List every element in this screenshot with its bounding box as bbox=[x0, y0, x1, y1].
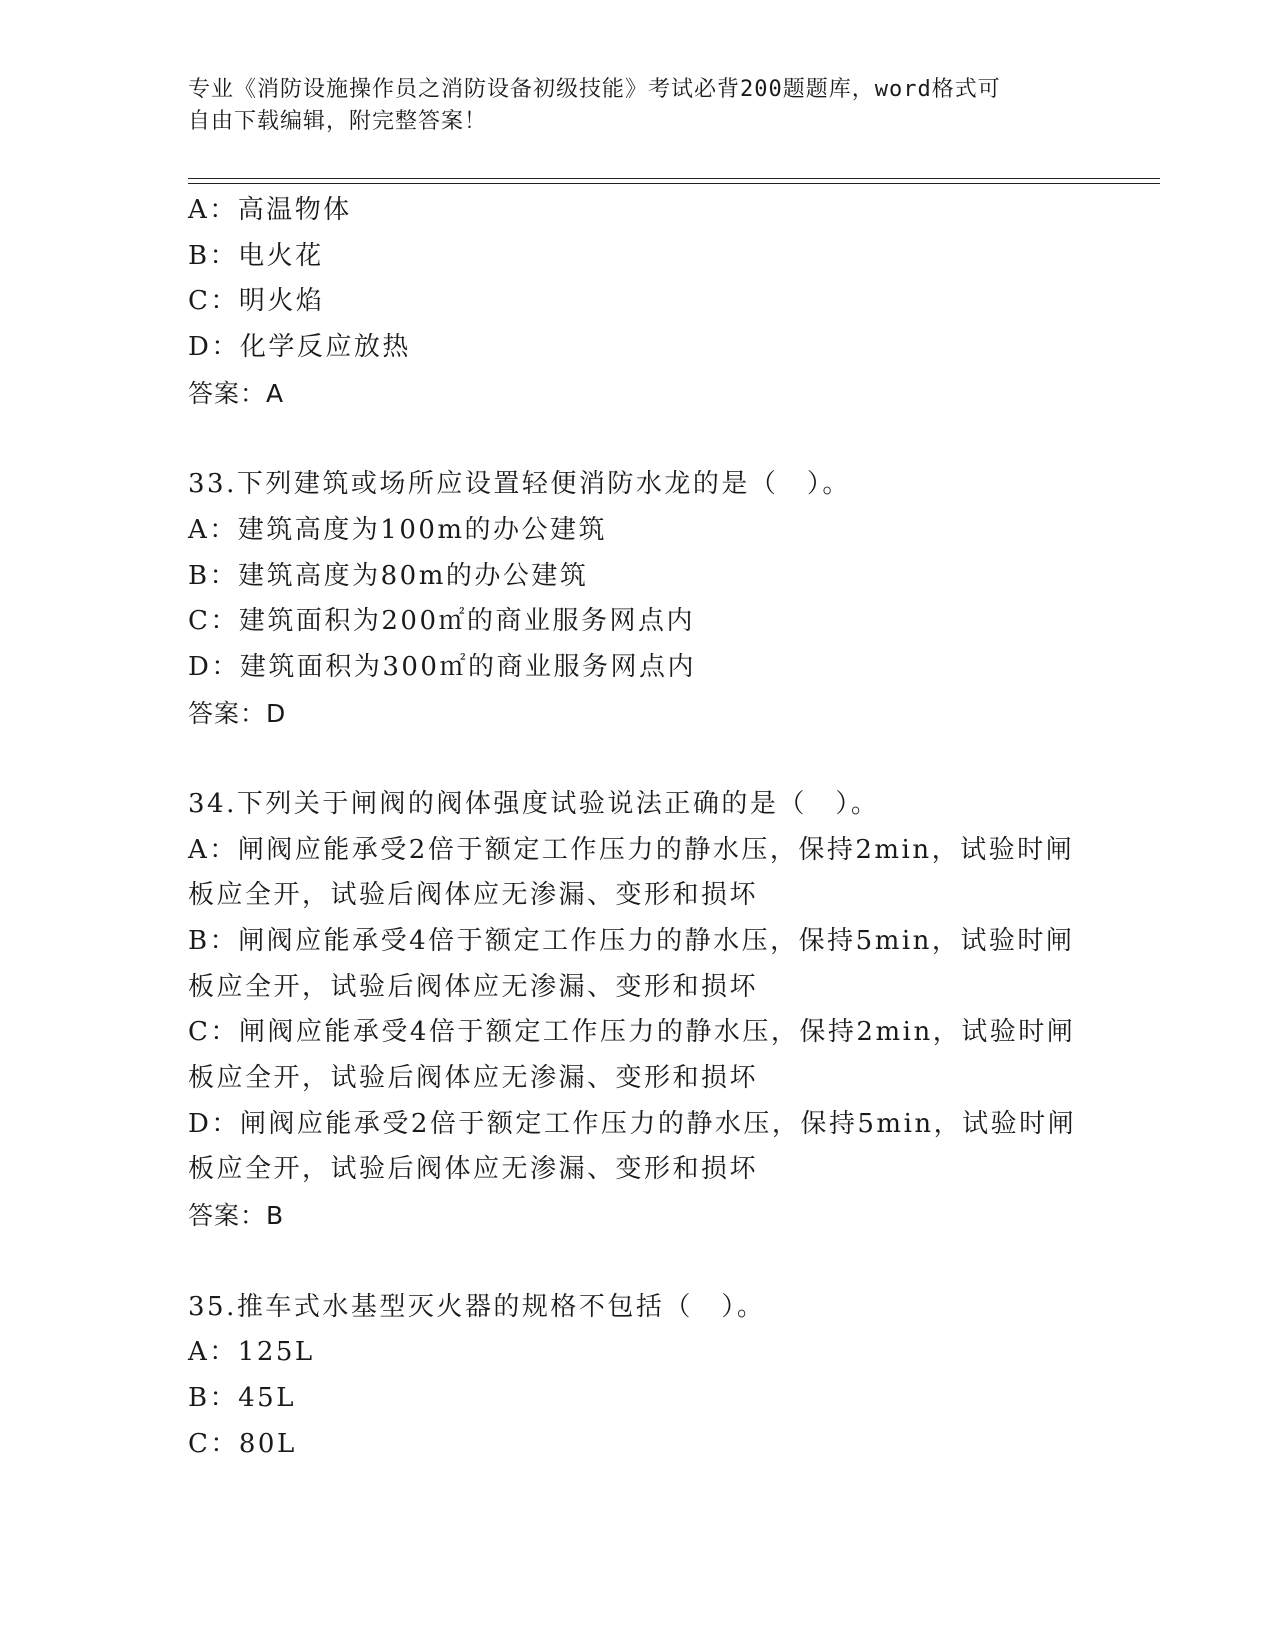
option-b-line-2: 板应全开，试验后阀体应无渗漏、变形和损坏 bbox=[188, 971, 759, 1002]
option-c: C：80L bbox=[188, 1428, 297, 1459]
question-35 bbox=[188, 1285, 1088, 1468]
option-a: A：高温物体 bbox=[188, 195, 352, 225]
question-text: 33.下列建筑或场所应设置轻便消防水龙的是（ ）。 bbox=[188, 469, 851, 500]
header-line-2: 自由下载编辑，附完整答案！ bbox=[188, 109, 488, 134]
header-line-1: 专业《消防设施操作员之消防设备初级技能》考试必背200题题库，word格式可 bbox=[188, 77, 1001, 102]
option-d: D：化学反应放热 bbox=[188, 332, 411, 363]
option-d-line-2: 板应全开，试验后阀体应无渗漏、变形和损坏 bbox=[188, 1154, 759, 1185]
question-34 bbox=[188, 782, 1088, 1239]
document-header bbox=[188, 74, 1088, 138]
question-33 bbox=[188, 462, 1088, 736]
option-c-line-2: 板应全开，试验后阀体应无渗漏、变形和损坏 bbox=[188, 1063, 759, 1094]
question-text: 34.下列关于闸阀的阀体强度试验说法正确的是（ ）。 bbox=[188, 788, 880, 819]
header-divider bbox=[188, 178, 1160, 184]
option-d: D：建筑面积为300㎡的商业服务网点内 bbox=[188, 651, 696, 682]
question-text: 35.推车式水基型灭火器的规格不包括（ ）。 bbox=[188, 1291, 766, 1322]
option-b: B：建筑高度为80m的办公建筑 bbox=[188, 560, 589, 591]
option-a-line-2: 板应全开，试验后阀体应无渗漏、变形和损坏 bbox=[188, 880, 759, 911]
question-list bbox=[188, 188, 1088, 1467]
option-b: B：45L bbox=[188, 1382, 296, 1413]
spacer bbox=[188, 736, 1088, 782]
answer: 答案：A bbox=[188, 378, 285, 408]
spacer bbox=[188, 1239, 1088, 1285]
option-c: C：明火焰 bbox=[188, 286, 325, 317]
option-d-line-1: D：闸阀应能承受2倍于额定工作压力的静水压，保持5min，试验时闸 bbox=[188, 1108, 1077, 1139]
option-a: A：125L bbox=[188, 1337, 315, 1368]
answer: 答案：B bbox=[188, 1201, 285, 1231]
question-32 bbox=[188, 188, 1088, 416]
option-a: A：建筑高度为100m的办公建筑 bbox=[188, 514, 608, 545]
spacer bbox=[188, 416, 1088, 462]
option-b: B：电火花 bbox=[188, 240, 324, 271]
option-c-line-1: C：闸阀应能承受4倍于额定工作压力的静水压，保持2min，试验时闸 bbox=[188, 1017, 1076, 1048]
option-b-line-1: B：闸阀应能承受4倍于额定工作压力的静水压，保持5min，试验时闸 bbox=[188, 926, 1075, 956]
option-a-line-1: A：闸阀应能承受2倍于额定工作压力的静水压，保持2min，试验时闸 bbox=[188, 834, 1075, 865]
option-c: C：建筑面积为200㎡的商业服务网点内 bbox=[188, 606, 696, 637]
answer: 答案：D bbox=[188, 698, 287, 728]
